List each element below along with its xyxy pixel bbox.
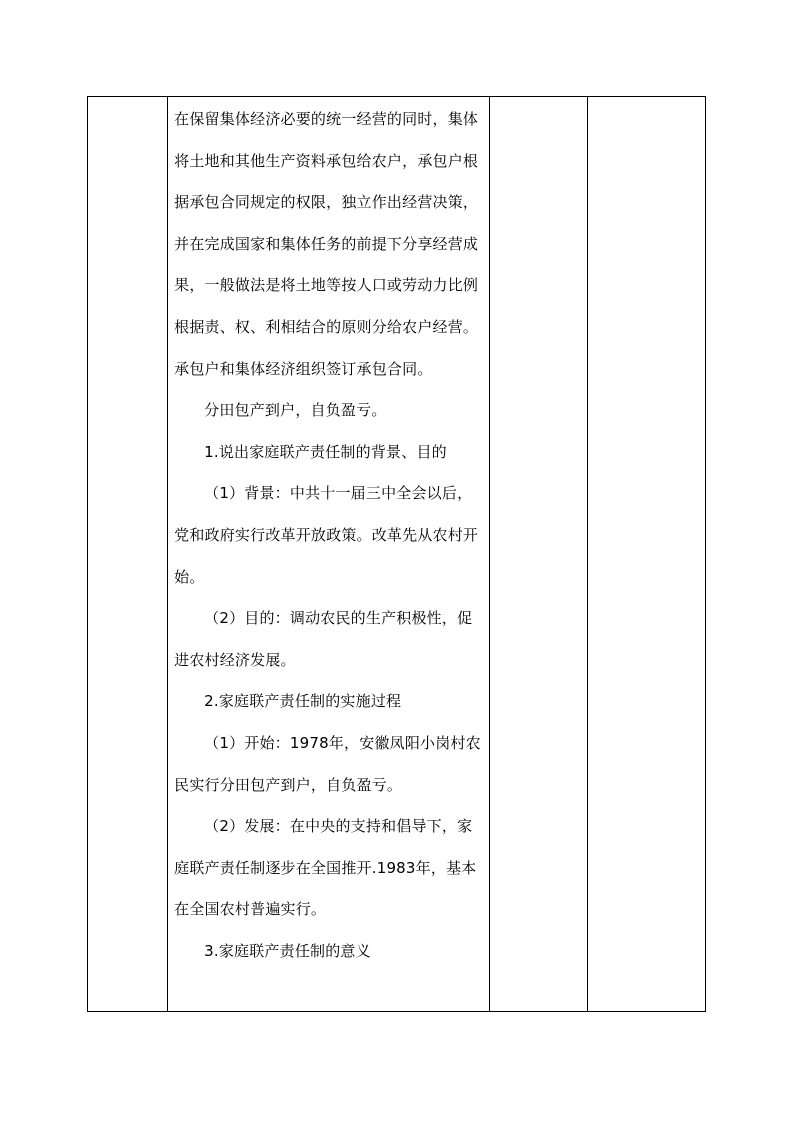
lesson-content xyxy=(168,97,489,972)
right-empty-cell xyxy=(587,97,705,1012)
lesson-content-cell xyxy=(168,97,490,1012)
heading-significance: 3.家庭联产责任制的意义 xyxy=(204,941,371,960)
paragraph-development: （2）发展：在中央的支持和倡导下，家庭联产责任制逐步在全国推开.1983年，基本在全国农村普遍实行。 xyxy=(174,817,477,919)
heading-background-purpose: 1.说出家庭联产责任制的背景、目的 xyxy=(204,442,447,461)
paragraph-background: （1）背景：中共十一届三中全会以后，党和政府实行改革开放政策。改革先从农村开始。 xyxy=(174,484,479,586)
paragraph-summary: 分田包产到户，自负盈亏。 xyxy=(204,401,387,420)
third-empty-cell xyxy=(489,97,587,1012)
paragraph-start: （1）开始：1978年，安徽凤阳小岗村农民实行分田包产到户，自负盈亏。 xyxy=(174,733,481,794)
heading-implementation: 2.家庭联产责任制的实施过程 xyxy=(204,692,402,711)
left-empty-cell xyxy=(88,97,168,1012)
paragraph-definition: 在保留集体经济必要的统一经营的同时，集体将土地和其他生产资料承包给农户，承包户根据承包合同规定的权限，独立作出经营决策，并在完成国家和集体任务的前提下分享经营成果，一般做法是将土地等按人口或劳动力比例根据责、权、利相结合的原则分给农户经营。承包户和集体经济组织签订承包合同。 xyxy=(174,110,479,378)
lesson-plan-table xyxy=(87,96,706,1012)
paragraph-purpose: （2）目的：调动农民的生产积极性，促进农村经济发展。 xyxy=(174,609,473,669)
table-row xyxy=(88,97,706,1012)
